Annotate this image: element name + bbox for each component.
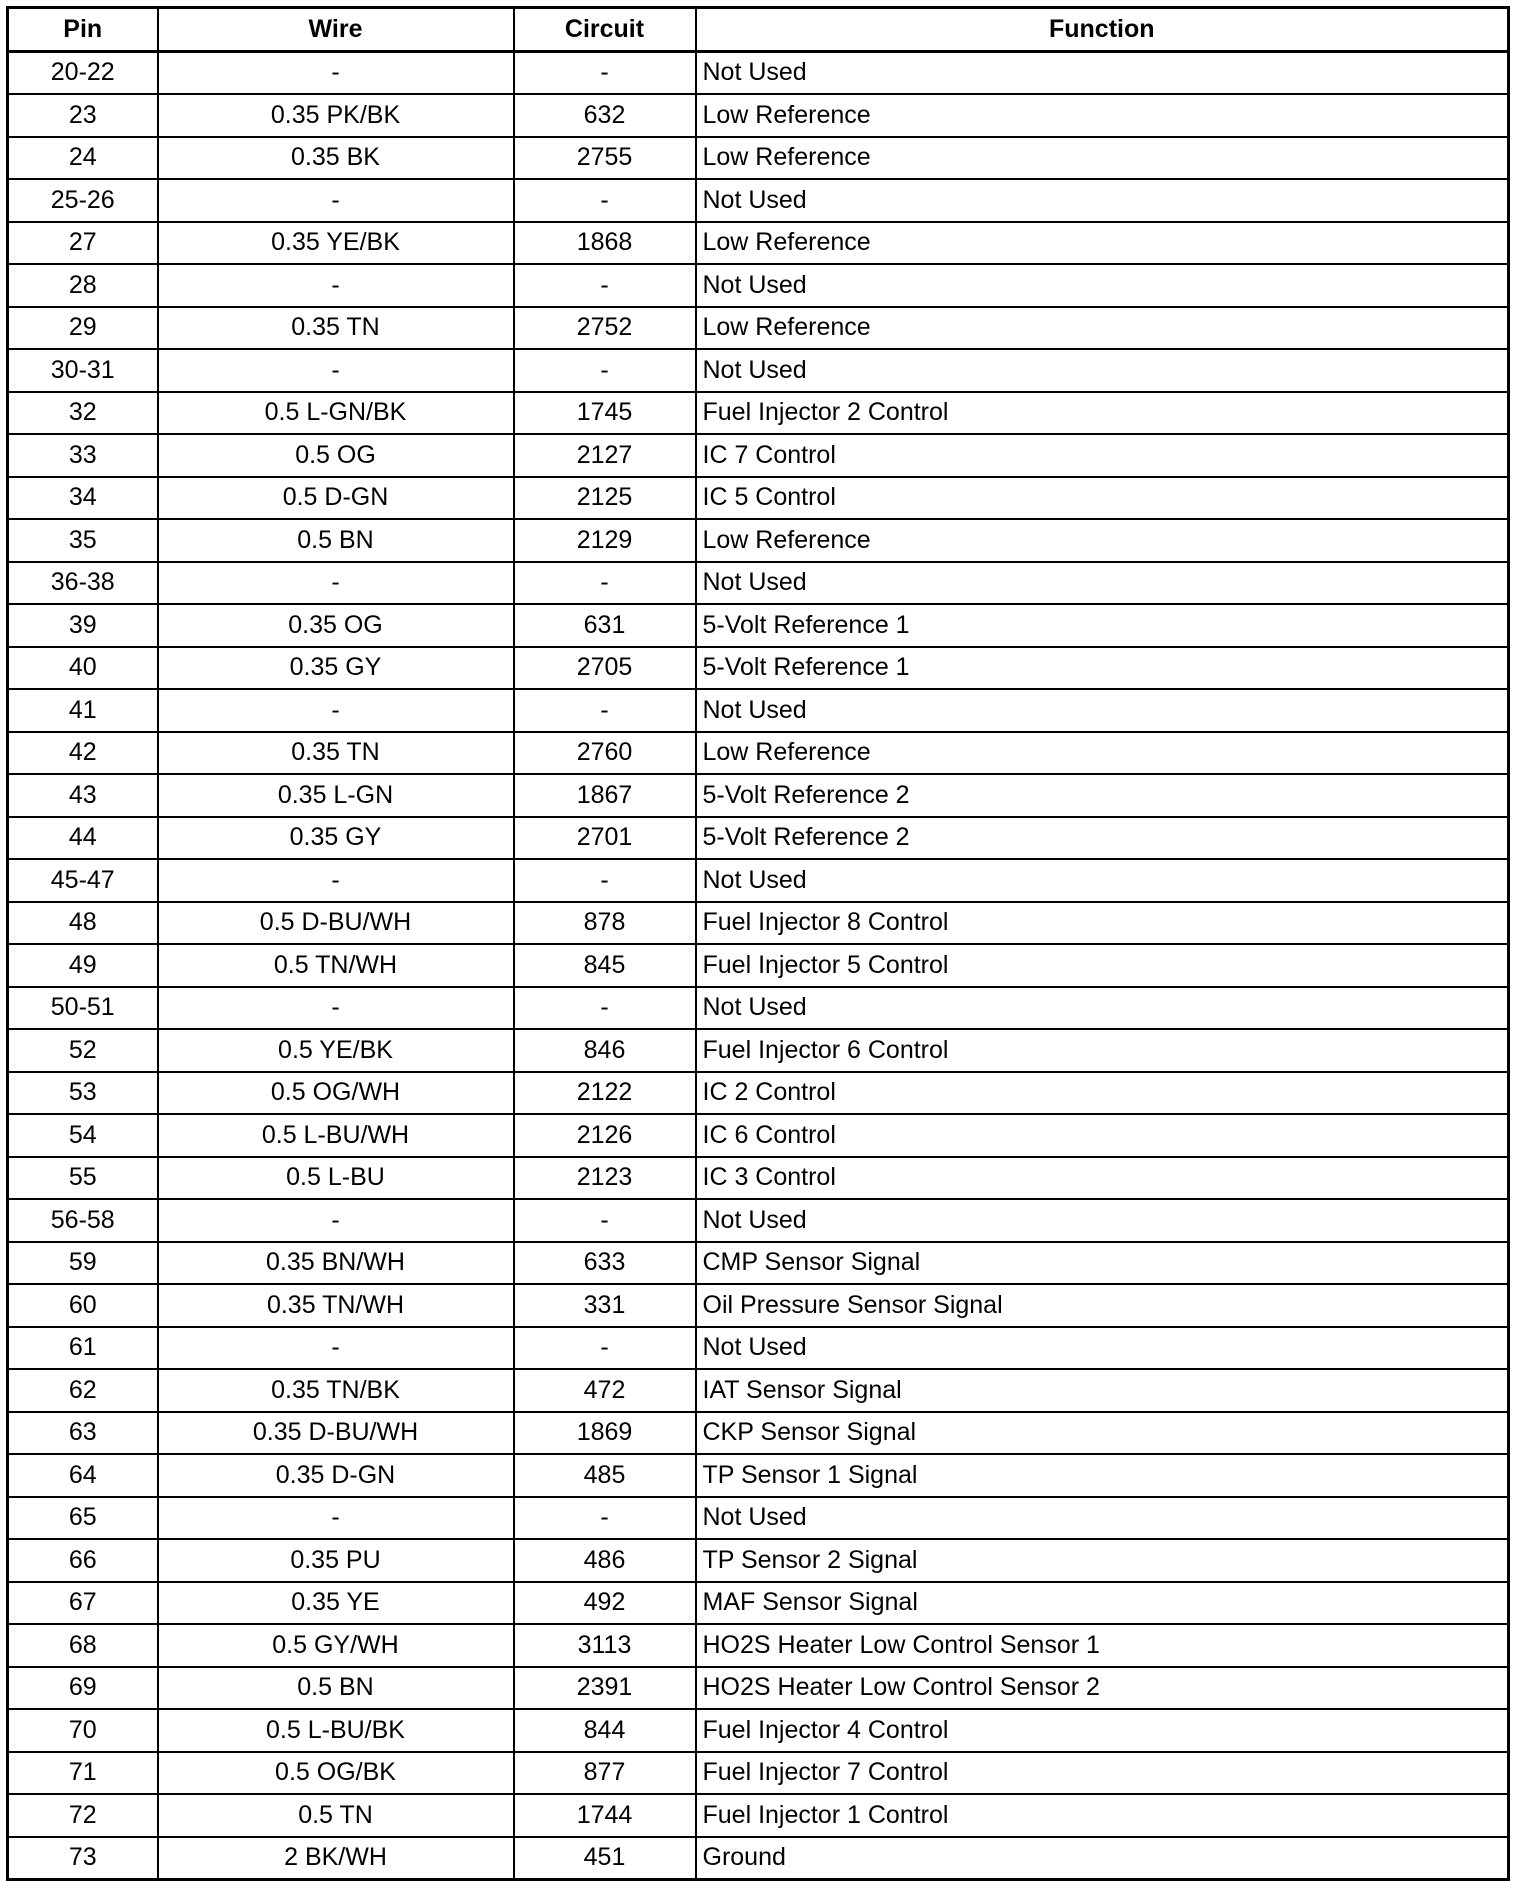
cell-pin: 50-51 <box>8 987 158 1030</box>
cell-wire: 0.5 D-GN <box>158 477 514 520</box>
table-row <box>8 1199 1509 1242</box>
header-pin: Pin <box>8 8 158 52</box>
cell-function: Fuel Injector 1 Control <box>696 1794 1509 1837</box>
cell-pin: 62 <box>8 1369 158 1412</box>
table-row <box>8 51 1509 94</box>
cell-wire: 0.35 L-GN <box>158 774 514 817</box>
cell-pin: 68 <box>8 1624 158 1667</box>
header-function: Function <box>696 8 1509 52</box>
cell-pin: 49 <box>8 944 158 987</box>
cell-circuit: 2701 <box>514 817 696 860</box>
cell-circuit: - <box>514 859 696 902</box>
table-row <box>8 1412 1509 1455</box>
cell-function: Not Used <box>696 349 1509 392</box>
cell-pin: 45-47 <box>8 859 158 902</box>
cell-function: 5-Volt Reference 1 <box>696 647 1509 690</box>
cell-pin: 52 <box>8 1029 158 1072</box>
cell-circuit: 631 <box>514 604 696 647</box>
cell-circuit: 2125 <box>514 477 696 520</box>
table-row <box>8 1497 1509 1540</box>
cell-circuit: 485 <box>514 1454 696 1497</box>
cell-circuit: 472 <box>514 1369 696 1412</box>
table-row <box>8 1242 1509 1285</box>
cell-pin: 48 <box>8 902 158 945</box>
cell-wire: - <box>158 562 514 605</box>
cell-circuit: 486 <box>514 1539 696 1582</box>
cell-function: Not Used <box>696 179 1509 222</box>
cell-function: Fuel Injector 5 Control <box>696 944 1509 987</box>
table-row <box>8 1369 1509 1412</box>
cell-circuit: - <box>514 689 696 732</box>
cell-pin: 41 <box>8 689 158 732</box>
table-row <box>8 1667 1509 1710</box>
cell-circuit: - <box>514 1327 696 1370</box>
cell-wire: - <box>158 51 514 94</box>
cell-circuit: 2391 <box>514 1667 696 1710</box>
cell-function: CMP Sensor Signal <box>696 1242 1509 1285</box>
cell-function: IC 3 Control <box>696 1157 1509 1200</box>
cell-circuit: 2755 <box>514 137 696 180</box>
cell-pin: 69 <box>8 1667 158 1710</box>
cell-function: Not Used <box>696 1199 1509 1242</box>
cell-wire: - <box>158 689 514 732</box>
cell-wire: 0.5 L-GN/BK <box>158 392 514 435</box>
cell-pin: 40 <box>8 647 158 690</box>
cell-circuit: - <box>514 264 696 307</box>
cell-circuit: 2752 <box>514 307 696 350</box>
cell-function: MAF Sensor Signal <box>696 1582 1509 1625</box>
cell-circuit: 3113 <box>514 1624 696 1667</box>
cell-circuit: 2127 <box>514 434 696 477</box>
cell-function: Low Reference <box>696 519 1509 562</box>
table-row <box>8 689 1509 732</box>
cell-function: Low Reference <box>696 94 1509 137</box>
cell-function: Low Reference <box>696 137 1509 180</box>
cell-circuit: 1869 <box>514 1412 696 1455</box>
cell-wire: 0.5 OG/WH <box>158 1072 514 1115</box>
cell-circuit: 633 <box>514 1242 696 1285</box>
cell-circuit: 844 <box>514 1709 696 1752</box>
table-row <box>8 1327 1509 1370</box>
cell-wire: 0.5 L-BU/WH <box>158 1114 514 1157</box>
cell-circuit: - <box>514 179 696 222</box>
table-row <box>8 604 1509 647</box>
cell-wire: 0.5 YE/BK <box>158 1029 514 1072</box>
cell-wire: - <box>158 1327 514 1370</box>
table-row <box>8 987 1509 1030</box>
cell-wire: 0.5 OG <box>158 434 514 477</box>
cell-function: IC 2 Control <box>696 1072 1509 1115</box>
cell-pin: 71 <box>8 1752 158 1795</box>
cell-pin: 25-26 <box>8 179 158 222</box>
cell-circuit: 1745 <box>514 392 696 435</box>
cell-wire: 0.35 OG <box>158 604 514 647</box>
cell-wire: 0.35 GY <box>158 817 514 860</box>
cell-function: Not Used <box>696 1497 1509 1540</box>
cell-circuit: - <box>514 987 696 1030</box>
cell-function: 5-Volt Reference 2 <box>696 817 1509 860</box>
table-row <box>8 774 1509 817</box>
cell-function: Not Used <box>696 859 1509 902</box>
cell-wire: 0.35 YE <box>158 1582 514 1625</box>
cell-wire: 0.5 L-BU/BK <box>158 1709 514 1752</box>
cell-wire: 0.5 TN <box>158 1794 514 1837</box>
table-row <box>8 1709 1509 1752</box>
cell-wire: 2 BK/WH <box>158 1837 514 1880</box>
cell-function: Low Reference <box>696 222 1509 265</box>
cell-wire: 0.5 BN <box>158 519 514 562</box>
cell-function: Fuel Injector 2 Control <box>696 392 1509 435</box>
table-row <box>8 94 1509 137</box>
table-row <box>8 732 1509 775</box>
cell-function: Not Used <box>696 51 1509 94</box>
cell-pin: 64 <box>8 1454 158 1497</box>
cell-pin: 66 <box>8 1539 158 1582</box>
cell-pin: 59 <box>8 1242 158 1285</box>
cell-pin: 34 <box>8 477 158 520</box>
cell-function: HO2S Heater Low Control Sensor 2 <box>696 1667 1509 1710</box>
cell-wire: 0.35 PK/BK <box>158 94 514 137</box>
table-row <box>8 1837 1509 1880</box>
table-row <box>8 222 1509 265</box>
cell-circuit: 331 <box>514 1284 696 1327</box>
cell-pin: 24 <box>8 137 158 180</box>
cell-function: 5-Volt Reference 2 <box>696 774 1509 817</box>
cell-pin: 23 <box>8 94 158 137</box>
cell-circuit: 846 <box>514 1029 696 1072</box>
cell-function: Fuel Injector 7 Control <box>696 1752 1509 1795</box>
cell-function: Not Used <box>696 987 1509 1030</box>
cell-function: Not Used <box>696 562 1509 605</box>
connector-pinout-table <box>6 6 1510 1881</box>
cell-pin: 63 <box>8 1412 158 1455</box>
cell-pin: 53 <box>8 1072 158 1115</box>
cell-function: IC 6 Control <box>696 1114 1509 1157</box>
table-row <box>8 1582 1509 1625</box>
cell-pin: 36-38 <box>8 562 158 605</box>
cell-function: Oil Pressure Sensor Signal <box>696 1284 1509 1327</box>
cell-pin: 61 <box>8 1327 158 1370</box>
cell-wire: - <box>158 859 514 902</box>
table-row <box>8 817 1509 860</box>
cell-pin: 20-22 <box>8 51 158 94</box>
cell-function: TP Sensor 2 Signal <box>696 1539 1509 1582</box>
cell-pin: 67 <box>8 1582 158 1625</box>
table-row <box>8 264 1509 307</box>
cell-circuit: - <box>514 349 696 392</box>
cell-pin: 70 <box>8 1709 158 1752</box>
cell-wire: 0.35 PU <box>158 1539 514 1582</box>
cell-wire: 0.5 GY/WH <box>158 1624 514 1667</box>
cell-pin: 54 <box>8 1114 158 1157</box>
cell-circuit: 2122 <box>514 1072 696 1115</box>
table-row <box>8 647 1509 690</box>
cell-wire: 0.35 GY <box>158 647 514 690</box>
table-row <box>8 944 1509 987</box>
cell-circuit: - <box>514 51 696 94</box>
table-row <box>8 1752 1509 1795</box>
cell-pin: 39 <box>8 604 158 647</box>
cell-pin: 32 <box>8 392 158 435</box>
cell-function: Ground <box>696 1837 1509 1880</box>
cell-pin: 33 <box>8 434 158 477</box>
cell-function: TP Sensor 1 Signal <box>696 1454 1509 1497</box>
cell-circuit: 1867 <box>514 774 696 817</box>
cell-circuit: 2760 <box>514 732 696 775</box>
cell-wire: - <box>158 1497 514 1540</box>
table-row <box>8 1624 1509 1667</box>
cell-circuit: - <box>514 1199 696 1242</box>
cell-pin: 29 <box>8 307 158 350</box>
table-row <box>8 307 1509 350</box>
cell-circuit: - <box>514 562 696 605</box>
cell-circuit: 2129 <box>514 519 696 562</box>
cell-wire: - <box>158 1199 514 1242</box>
cell-wire: 0.35 TN <box>158 732 514 775</box>
cell-pin: 28 <box>8 264 158 307</box>
table-row <box>8 1539 1509 1582</box>
cell-function: IC 7 Control <box>696 434 1509 477</box>
cell-wire: 0.5 TN/WH <box>158 944 514 987</box>
cell-pin: 30-31 <box>8 349 158 392</box>
table-row <box>8 137 1509 180</box>
cell-pin: 42 <box>8 732 158 775</box>
table-row <box>8 519 1509 562</box>
table-row <box>8 1454 1509 1497</box>
cell-pin: 56-58 <box>8 1199 158 1242</box>
cell-wire: 0.35 TN/BK <box>158 1369 514 1412</box>
cell-circuit: 1868 <box>514 222 696 265</box>
cell-wire: 0.5 L-BU <box>158 1157 514 1200</box>
cell-circuit: 2705 <box>514 647 696 690</box>
table-row <box>8 477 1509 520</box>
cell-wire: - <box>158 987 514 1030</box>
cell-circuit: 451 <box>514 1837 696 1880</box>
cell-function: Low Reference <box>696 307 1509 350</box>
cell-circuit: 877 <box>514 1752 696 1795</box>
cell-wire: 0.5 BN <box>158 1667 514 1710</box>
cell-circuit: 2123 <box>514 1157 696 1200</box>
table-row <box>8 1157 1509 1200</box>
cell-function: IAT Sensor Signal <box>696 1369 1509 1412</box>
cell-circuit: 845 <box>514 944 696 987</box>
cell-circuit: 2126 <box>514 1114 696 1157</box>
cell-pin: 35 <box>8 519 158 562</box>
table-row <box>8 1072 1509 1115</box>
table-row <box>8 1794 1509 1837</box>
cell-pin: 73 <box>8 1837 158 1880</box>
cell-wire: 0.35 YE/BK <box>158 222 514 265</box>
table-row <box>8 1029 1509 1072</box>
cell-wire: 0.5 D-BU/WH <box>158 902 514 945</box>
cell-wire: 0.35 D-GN <box>158 1454 514 1497</box>
cell-pin: 27 <box>8 222 158 265</box>
cell-wire: 0.35 BK <box>158 137 514 180</box>
cell-function: Not Used <box>696 689 1509 732</box>
cell-function: Fuel Injector 6 Control <box>696 1029 1509 1072</box>
header-row <box>8 8 1509 52</box>
table-row <box>8 349 1509 392</box>
table-body <box>8 51 1509 1880</box>
cell-pin: 60 <box>8 1284 158 1327</box>
cell-function: Low Reference <box>696 732 1509 775</box>
cell-wire: - <box>158 179 514 222</box>
cell-function: 5-Volt Reference 1 <box>696 604 1509 647</box>
cell-wire: - <box>158 264 514 307</box>
cell-pin: 72 <box>8 1794 158 1837</box>
table-row <box>8 434 1509 477</box>
cell-circuit: 1744 <box>514 1794 696 1837</box>
cell-wire: 0.35 BN/WH <box>158 1242 514 1285</box>
table-row <box>8 562 1509 605</box>
cell-function: Not Used <box>696 1327 1509 1370</box>
cell-function: CKP Sensor Signal <box>696 1412 1509 1455</box>
cell-function: Fuel Injector 4 Control <box>696 1709 1509 1752</box>
cell-wire: - <box>158 349 514 392</box>
cell-circuit: 632 <box>514 94 696 137</box>
cell-function: Not Used <box>696 264 1509 307</box>
cell-wire: 0.35 TN <box>158 307 514 350</box>
cell-function: HO2S Heater Low Control Sensor 1 <box>696 1624 1509 1667</box>
header-circuit: Circuit <box>514 8 696 52</box>
cell-pin: 55 <box>8 1157 158 1200</box>
cell-function: Fuel Injector 8 Control <box>696 902 1509 945</box>
cell-circuit: 492 <box>514 1582 696 1625</box>
table-row <box>8 1284 1509 1327</box>
table-row <box>8 179 1509 222</box>
cell-circuit: 878 <box>514 902 696 945</box>
table-row <box>8 1114 1509 1157</box>
cell-function: IC 5 Control <box>696 477 1509 520</box>
table-row <box>8 859 1509 902</box>
cell-pin: 44 <box>8 817 158 860</box>
cell-wire: 0.5 OG/BK <box>158 1752 514 1795</box>
header-wire: Wire <box>158 8 514 52</box>
cell-wire: 0.35 TN/WH <box>158 1284 514 1327</box>
cell-pin: 65 <box>8 1497 158 1540</box>
table-row <box>8 902 1509 945</box>
cell-circuit: - <box>514 1497 696 1540</box>
cell-pin: 43 <box>8 774 158 817</box>
cell-wire: 0.35 D-BU/WH <box>158 1412 514 1455</box>
table-row <box>8 392 1509 435</box>
